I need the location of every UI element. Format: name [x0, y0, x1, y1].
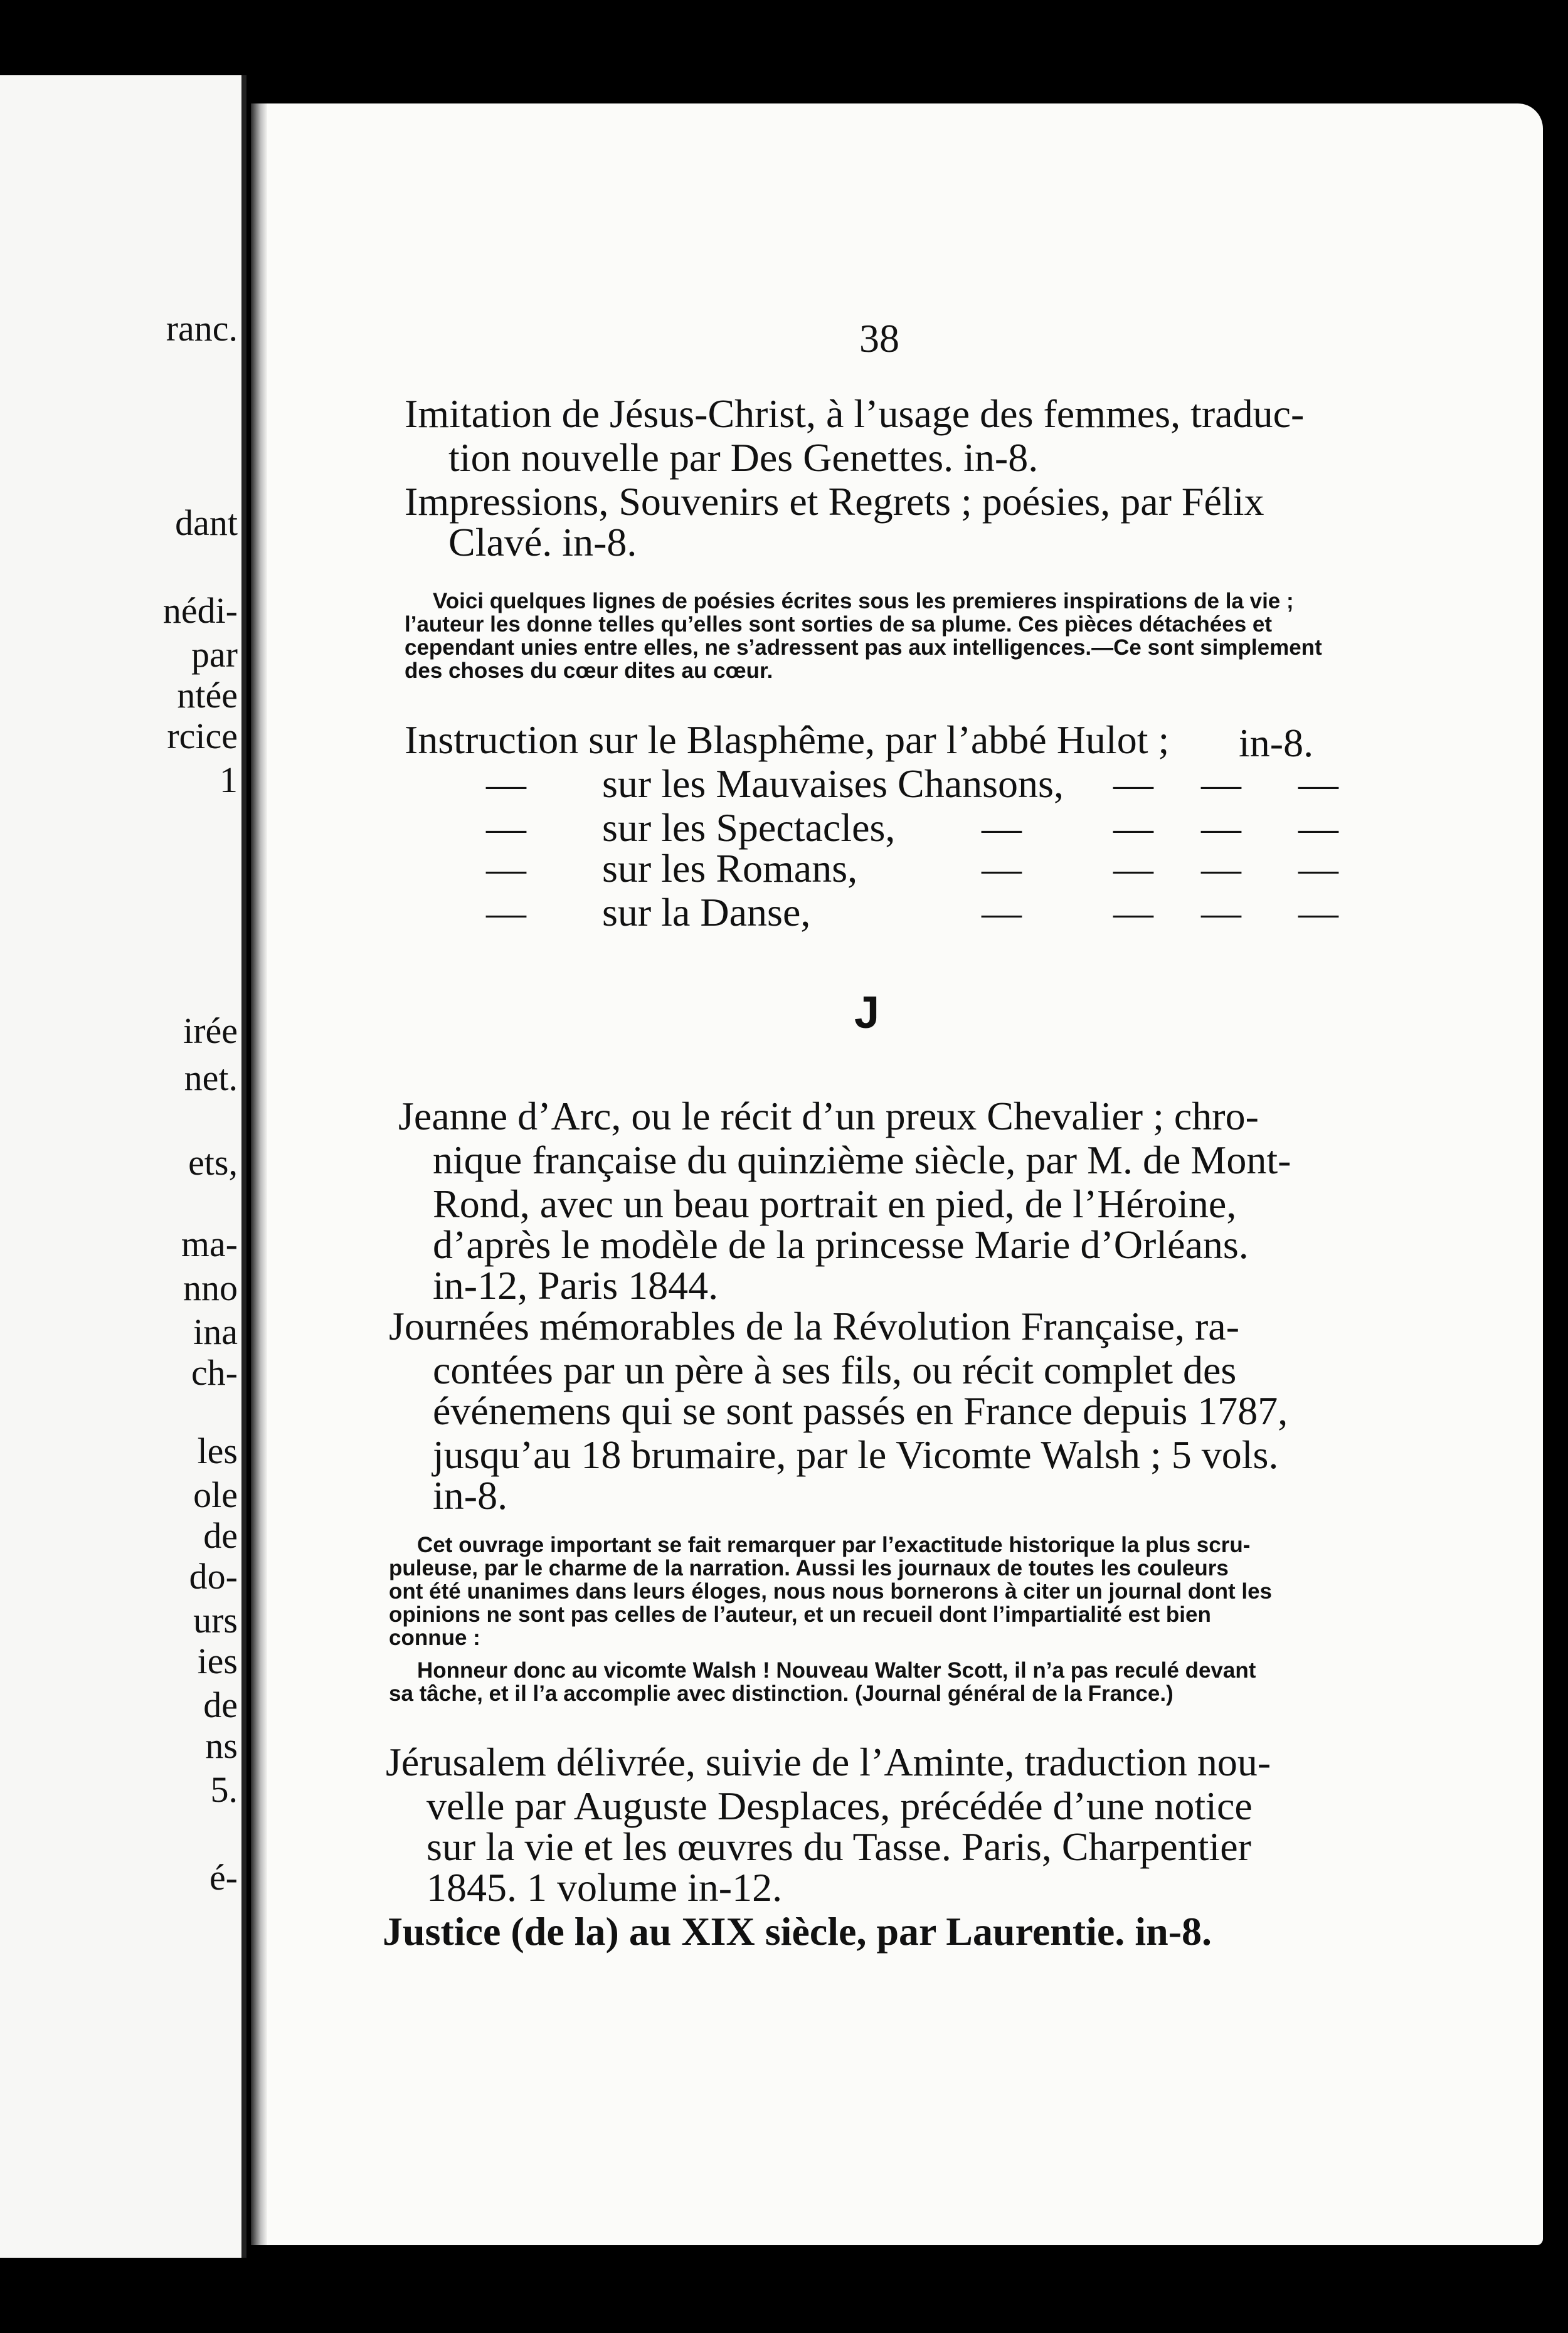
left-page-fragment: ies	[197, 1641, 238, 1681]
entry-journees-line-5: in-8.	[433, 1473, 508, 1518]
impressions-note-line-2: l’auteur les donne telles qu’elles sont sorties de sa plume. Ces pièces détachées et	[405, 612, 1273, 637]
left-page-fragment: ranc.	[166, 308, 238, 349]
left-page-fragment: do-	[189, 1556, 238, 1597]
entry-instruction-format: in-8.	[1239, 721, 1314, 765]
ditto-mark: —	[1113, 761, 1153, 806]
left-page-fragment: de	[203, 1515, 238, 1556]
left-page-fragment: les	[197, 1431, 238, 1471]
left-page-fragment: ets,	[188, 1142, 238, 1183]
journees-note-line-5: connue :	[389, 1626, 480, 1650]
left-page-fragment: 1	[220, 759, 238, 800]
entry-jerusalem-line-2: velle par Auguste Desplaces, précédée d’une notice	[426, 1784, 1253, 1828]
ditto-mark: —	[1298, 761, 1338, 806]
left-page-fragment: nno	[183, 1267, 238, 1308]
journees-note-line-4: opinions ne sont pas celles de l’auteur, et un recueil dont l’impartialité est bien	[389, 1602, 1211, 1627]
left-page-fragment: rcice	[167, 716, 238, 756]
entry-jeanne-line-1: Jeanne d’Arc, ou le récit d’un preux Chevalier ; chro-	[398, 1094, 1259, 1138]
entry-journees-line-1: Journées mémorables de la Révolution Française, ra-	[389, 1304, 1239, 1348]
entry-journees-line-4: jusqu’au 18 brumaire, par le Vicomte Walsh ; 5 vols.	[433, 1432, 1279, 1477]
left-page-fragment: ole	[193, 1474, 238, 1515]
left-page-fragment: urs	[193, 1600, 238, 1641]
entry-journees-line-3: événemens qui se sont passés en France depuis 1787,	[433, 1389, 1288, 1433]
instruction-dash-4: —	[486, 890, 526, 934]
instruction-line-4: sur la Danse,	[602, 890, 811, 934]
entry-jerusalem-line-1: Jérusalem délivrée, suivie de l’Aminte, traduction nou-	[386, 1740, 1271, 1784]
entry-jeanne-line-2: nique française du quinzième siècle, par M. de Mont-	[433, 1138, 1291, 1182]
left-page-fragment: ntée	[177, 675, 238, 716]
ditto-mark: —	[982, 805, 1022, 850]
instruction-dash-2: —	[486, 805, 526, 850]
ditto-mark: —	[1113, 890, 1153, 934]
instruction-dash-1: —	[486, 761, 526, 806]
ditto-mark: —	[1298, 890, 1338, 934]
left-page-fragment: de	[203, 1685, 238, 1725]
left-page-fragment: net.	[184, 1057, 238, 1098]
entry-instruction-head: Instruction sur le Blasphême, par l’abbé Hulot ;	[405, 717, 1170, 762]
entry-impressions-line-1: Impressions, Souvenirs et Regrets ; poésies, par Félix	[405, 479, 1264, 524]
ditto-mark: —	[1298, 805, 1338, 850]
left-page-fragment: ina	[193, 1311, 238, 1352]
ditto-mark: —	[1113, 846, 1153, 891]
left-page-fragment: ma-	[181, 1224, 238, 1264]
entry-jeanne-line-5: in-12, Paris 1844.	[433, 1263, 719, 1308]
left-page-fragment: 5.	[210, 1769, 238, 1810]
entry-jerusalem-line-4: 1845. 1 volume in-12.	[426, 1865, 783, 1910]
ditto-mark: —	[1201, 890, 1241, 934]
page-spine-shadow	[251, 103, 267, 2245]
left-page-fragment: é-	[209, 1857, 238, 1898]
section-letter: J	[854, 988, 880, 1038]
impressions-note-line-1: Voici quelques lignes de poésies écrites sous les premieres inspirations de la vie ;	[433, 589, 1294, 613]
ditto-mark: —	[982, 846, 1022, 891]
instruction-line-1: sur les Mauvaises Chansons,	[602, 761, 1064, 806]
left-page-fragment: irée	[183, 1010, 238, 1051]
entry-jeanne-line-4: d’après le modèle de la princesse Marie d’Orléans.	[433, 1222, 1249, 1267]
ditto-mark: —	[1201, 846, 1241, 891]
journees-note-line-1: Cet ouvrage important se fait remarquer par l’exactitude historique la plus scru-	[417, 1533, 1251, 1557]
page-number: 38	[859, 316, 899, 361]
entry-imitation-line-1: Imitation de Jésus-Christ, à l’usage des femmes, traduc-	[405, 391, 1305, 436]
journees-note2-line-2: sa tâche, et il l’a accomplie avec distinction. (Journal général de la France.)	[389, 1681, 1173, 1706]
ditto-mark: —	[982, 890, 1022, 934]
left-page-fragment: par	[191, 634, 238, 675]
instruction-line-2: sur les Spectacles,	[602, 805, 896, 850]
entry-journees-line-2: contées par un père à ses fils, ou récit complet des	[433, 1348, 1237, 1392]
impressions-note-line-3: cependant unies entre elles, ne s’adressent pas aux intelligences.—Ce sont simplement	[405, 635, 1322, 660]
entry-jeanne-line-3: Rond, avec un beau portrait en pied, de l’Héroine,	[433, 1182, 1237, 1226]
previous-page-strip	[0, 75, 246, 2258]
ditto-mark: —	[1113, 805, 1153, 850]
entry-jerusalem-line-3: sur la vie et les œuvres du Tasse. Paris, Charpentier	[426, 1824, 1251, 1869]
left-page-fragment: dant	[175, 502, 238, 543]
instruction-line-3: sur les Romans,	[602, 846, 858, 891]
impressions-note-line-4: des choses du cœur dites au cœur.	[405, 659, 773, 683]
ditto-mark: —	[1201, 805, 1241, 850]
journees-note-line-2: puleuse, par le charme de la narration. Aussi les journaux de toutes les couleurs	[389, 1556, 1229, 1580]
ditto-mark: —	[1298, 846, 1338, 891]
instruction-dash-3: —	[486, 846, 526, 891]
left-page-fragment: nédi-	[162, 590, 238, 631]
journees-note-line-3: ont été unanimes dans leurs éloges, nous nous bornerons à citer un journal dont les	[389, 1579, 1273, 1604]
journees-note2-line-1: Honneur donc au vicomte Walsh ! Nouveau Walter Scott, il n’a pas reculé devant	[417, 1658, 1256, 1683]
left-page-fragment: ns	[205, 1725, 238, 1766]
ditto-mark: —	[1201, 761, 1241, 806]
entry-impressions-line-2: Clavé. in-8.	[448, 520, 637, 564]
entry-imitation-line-2: tion nouvelle par Des Genettes. in-8.	[448, 435, 1039, 480]
left-page-fragment: ch-	[191, 1352, 238, 1393]
entry-justice: Justice (de la) au XIX siècle, par Laurentie. in-8.	[383, 1909, 1212, 1954]
